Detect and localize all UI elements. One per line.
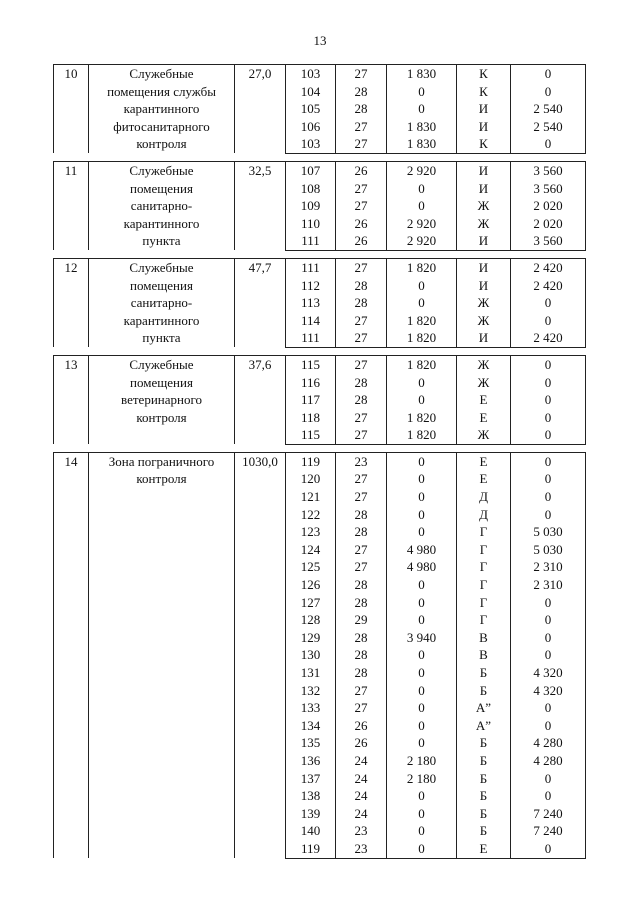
value-c-cell: 7 240: [511, 822, 586, 840]
area-cell: 27,0: [235, 65, 286, 154]
room-name-line: контроля: [136, 136, 187, 152]
room-number-cell: 138: [286, 787, 336, 805]
value-c-cell: 0: [511, 374, 586, 392]
category-cell: Е: [457, 840, 511, 858]
value-a-cell: 28: [336, 374, 387, 392]
room-number-cell: 111: [286, 258, 336, 276]
value-c-cell: 0: [511, 840, 586, 858]
room-name-line: ветеринарного: [121, 392, 202, 408]
category-cell: Д: [457, 488, 511, 506]
value-b-cell: 0: [387, 787, 457, 805]
category-cell: К: [457, 65, 511, 83]
room-number-cell: 124: [286, 541, 336, 559]
value-c-cell: 5 030: [511, 523, 586, 541]
category-cell: И: [457, 118, 511, 136]
table-row: [54, 355, 586, 373]
table-row: [54, 161, 586, 179]
value-c-cell: 0: [511, 135, 586, 153]
value-b-cell: 1 830: [387, 65, 457, 83]
category-cell: Б: [457, 805, 511, 823]
room-number-cell: 112: [286, 277, 336, 295]
room-number-cell: 128: [286, 611, 336, 629]
room-name-line: помещения: [130, 277, 193, 293]
value-c-cell: 0: [511, 488, 586, 506]
separator-cell: [54, 250, 586, 258]
value-a-cell: 23: [336, 840, 387, 858]
value-b-cell: 0: [387, 294, 457, 312]
value-a-cell: 24: [336, 805, 387, 823]
value-c-cell: 2 540: [511, 118, 586, 136]
room-number-cell: 133: [286, 699, 336, 717]
value-a-cell: 27: [336, 355, 387, 373]
value-a-cell: 26: [336, 161, 387, 179]
category-cell: В: [457, 646, 511, 664]
room-number-cell: 119: [286, 840, 336, 858]
room-number-cell: 136: [286, 752, 336, 770]
area-cell: 1030,0: [235, 452, 286, 858]
room-name-cell: [89, 258, 235, 347]
value-c-cell: 0: [511, 426, 586, 444]
room-number-cell: 122: [286, 506, 336, 524]
value-c-cell: 0: [511, 83, 586, 101]
category-cell: Е: [457, 409, 511, 427]
table-row: [54, 65, 586, 83]
value-c-cell: 3 560: [511, 232, 586, 250]
room-number-cell: 105: [286, 100, 336, 118]
room-number-cell: 111: [286, 329, 336, 347]
group-number-cell: 11: [54, 161, 89, 250]
group-separator: [54, 250, 586, 258]
value-a-cell: 27: [336, 699, 387, 717]
category-cell: Е: [457, 452, 511, 470]
value-c-cell: 4 280: [511, 734, 586, 752]
room-name-line: санитарно-: [130, 295, 193, 311]
room-number-cell: 129: [286, 629, 336, 647]
category-cell: И: [457, 100, 511, 118]
room-number-cell: 120: [286, 470, 336, 488]
room-name-line: Зона пограничного: [108, 453, 215, 469]
room-number-cell: 106: [286, 118, 336, 136]
room-number-cell: 139: [286, 805, 336, 823]
category-cell: В: [457, 629, 511, 647]
value-a-cell: 28: [336, 391, 387, 409]
room-name-line: фитосанитарного: [113, 118, 210, 134]
value-c-cell: 3 560: [511, 180, 586, 198]
value-a-cell: 24: [336, 770, 387, 788]
room-name-line: пункта: [142, 330, 181, 346]
room-number-cell: 127: [286, 594, 336, 612]
room-number-cell: 109: [286, 197, 336, 215]
value-a-cell: 24: [336, 752, 387, 770]
category-cell: Г: [457, 594, 511, 612]
page-number: 13: [313, 33, 327, 48]
value-c-cell: 0: [511, 312, 586, 330]
room-name-line: карантинного: [123, 215, 200, 231]
value-a-cell: 27: [336, 258, 387, 276]
room-name-line: помещения: [130, 374, 193, 390]
value-b-cell: 0: [387, 180, 457, 198]
value-a-cell: 27: [336, 558, 387, 576]
value-b-cell: 2 180: [387, 752, 457, 770]
value-a-cell: 28: [336, 646, 387, 664]
value-b-cell: 3 940: [387, 629, 457, 647]
category-cell: Г: [457, 523, 511, 541]
category-cell: Б: [457, 770, 511, 788]
room-number-cell: 130: [286, 646, 336, 664]
room-name-line: санитарно-: [130, 198, 193, 214]
value-a-cell: 26: [336, 232, 387, 250]
category-cell: И: [457, 277, 511, 295]
category-cell: И: [457, 329, 511, 347]
value-b-cell: 0: [387, 488, 457, 506]
group-separator: [54, 347, 586, 355]
room-name-line: помещения: [130, 180, 193, 196]
room-name-line: Служебные: [129, 356, 194, 372]
category-cell: Г: [457, 558, 511, 576]
category-cell: Ж: [457, 426, 511, 444]
category-cell: А”: [457, 699, 511, 717]
value-c-cell: 4 320: [511, 682, 586, 700]
category-cell: Б: [457, 664, 511, 682]
value-a-cell: 27: [336, 488, 387, 506]
category-cell: Ж: [457, 197, 511, 215]
room-number-cell: 107: [286, 161, 336, 179]
value-c-cell: 2 420: [511, 329, 586, 347]
category-cell: К: [457, 83, 511, 101]
category-cell: Ж: [457, 215, 511, 233]
value-b-cell: 0: [387, 100, 457, 118]
value-a-cell: 26: [336, 734, 387, 752]
value-c-cell: 0: [511, 699, 586, 717]
value-b-cell: 0: [387, 822, 457, 840]
category-cell: Б: [457, 734, 511, 752]
value-b-cell: 0: [387, 391, 457, 409]
value-c-cell: 2 020: [511, 197, 586, 215]
room-number-cell: 108: [286, 180, 336, 198]
group-number-cell: 13: [54, 355, 89, 444]
value-c-cell: 0: [511, 470, 586, 488]
room-name-line: карантинного: [123, 312, 200, 328]
room-number-cell: 110: [286, 215, 336, 233]
category-cell: И: [457, 258, 511, 276]
value-b-cell: 0: [387, 452, 457, 470]
room-number-cell: 117: [286, 391, 336, 409]
value-a-cell: 27: [336, 682, 387, 700]
value-a-cell: 29: [336, 611, 387, 629]
category-cell: Е: [457, 391, 511, 409]
value-b-cell: 0: [387, 805, 457, 823]
category-cell: Д: [457, 506, 511, 524]
category-cell: И: [457, 232, 511, 250]
category-cell: И: [457, 161, 511, 179]
value-b-cell: 4 980: [387, 541, 457, 559]
category-cell: Б: [457, 682, 511, 700]
value-a-cell: 28: [336, 100, 387, 118]
value-b-cell: 0: [387, 840, 457, 858]
value-b-cell: 4 980: [387, 558, 457, 576]
category-cell: Ж: [457, 374, 511, 392]
separator-cell: [54, 444, 586, 452]
room-number-cell: 121: [286, 488, 336, 506]
value-b-cell: 2 920: [387, 215, 457, 233]
value-c-cell: 0: [511, 391, 586, 409]
category-cell: Е: [457, 470, 511, 488]
room-name-line: Служебные: [129, 66, 194, 81]
value-a-cell: 27: [336, 135, 387, 153]
group-separator: [54, 444, 586, 452]
room-name-cell: [89, 161, 235, 250]
value-c-cell: 2 310: [511, 576, 586, 594]
value-c-cell: 0: [511, 770, 586, 788]
value-b-cell: 1 820: [387, 329, 457, 347]
room-number-cell: 135: [286, 734, 336, 752]
value-b-cell: 1 830: [387, 118, 457, 136]
value-b-cell: 2 180: [387, 770, 457, 788]
room-number-cell: 118: [286, 409, 336, 427]
value-c-cell: 0: [511, 409, 586, 427]
category-cell: Б: [457, 822, 511, 840]
value-b-cell: 0: [387, 277, 457, 295]
category-cell: Г: [457, 541, 511, 559]
value-b-cell: 0: [387, 682, 457, 700]
category-cell: И: [457, 180, 511, 198]
value-b-cell: 0: [387, 83, 457, 101]
value-a-cell: 26: [336, 215, 387, 233]
room-number-cell: 126: [286, 576, 336, 594]
value-a-cell: 28: [336, 523, 387, 541]
value-c-cell: 5 030: [511, 541, 586, 559]
room-number-cell: 114: [286, 312, 336, 330]
value-a-cell: 27: [336, 329, 387, 347]
value-a-cell: 27: [336, 541, 387, 559]
value-b-cell: 0: [387, 611, 457, 629]
value-b-cell: 0: [387, 197, 457, 215]
value-c-cell: 2 310: [511, 558, 586, 576]
value-b-cell: 1 830: [387, 135, 457, 153]
category-cell: Б: [457, 752, 511, 770]
value-c-cell: 0: [511, 646, 586, 664]
value-a-cell: 23: [336, 822, 387, 840]
value-b-cell: 0: [387, 664, 457, 682]
value-b-cell: 0: [387, 576, 457, 594]
value-a-cell: 28: [336, 277, 387, 295]
value-a-cell: 27: [336, 197, 387, 215]
value-a-cell: 27: [336, 312, 387, 330]
room-name-cell: [89, 452, 235, 858]
value-c-cell: 0: [511, 355, 586, 373]
value-b-cell: 0: [387, 646, 457, 664]
separator-cell: [54, 153, 586, 161]
room-number-cell: 119: [286, 452, 336, 470]
room-number-cell: 115: [286, 426, 336, 444]
value-b-cell: 0: [387, 470, 457, 488]
value-c-cell: 4 320: [511, 664, 586, 682]
value-c-cell: 2 020: [511, 215, 586, 233]
value-b-cell: 1 820: [387, 409, 457, 427]
group-number-cell: 10: [54, 65, 89, 154]
value-c-cell: 0: [511, 65, 586, 83]
value-b-cell: 2 920: [387, 161, 457, 179]
room-number-cell: 131: [286, 664, 336, 682]
category-cell: Г: [457, 576, 511, 594]
value-a-cell: 28: [336, 294, 387, 312]
room-name-line: Служебные: [129, 162, 194, 178]
room-name-line: помещения службы: [107, 83, 216, 99]
value-a-cell: 28: [336, 83, 387, 101]
value-a-cell: 28: [336, 664, 387, 682]
data-table: [53, 64, 586, 859]
value-a-cell: 27: [336, 470, 387, 488]
room-number-cell: 132: [286, 682, 336, 700]
group-number-cell: 12: [54, 258, 89, 347]
room-name-line: пункта: [142, 233, 181, 249]
category-cell: К: [457, 135, 511, 153]
value-b-cell: 0: [387, 717, 457, 735]
value-b-cell: 0: [387, 374, 457, 392]
table-row: [54, 258, 586, 276]
value-b-cell: 1 820: [387, 355, 457, 373]
room-number-cell: 137: [286, 770, 336, 788]
category-cell: А”: [457, 717, 511, 735]
value-c-cell: 2 420: [511, 258, 586, 276]
room-number-cell: 104: [286, 83, 336, 101]
value-a-cell: 27: [336, 426, 387, 444]
value-c-cell: 0: [511, 594, 586, 612]
area-cell: 47,7: [235, 258, 286, 347]
value-b-cell: 0: [387, 734, 457, 752]
value-b-cell: 0: [387, 506, 457, 524]
room-number-cell: 115: [286, 355, 336, 373]
value-c-cell: 2 540: [511, 100, 586, 118]
value-c-cell: 0: [511, 611, 586, 629]
area-cell: 32,5: [235, 161, 286, 250]
separator-cell: [54, 347, 586, 355]
category-cell: Г: [457, 611, 511, 629]
value-a-cell: 27: [336, 180, 387, 198]
room-number-cell: 103: [286, 65, 336, 83]
value-a-cell: 28: [336, 506, 387, 524]
group-separator: [54, 153, 586, 161]
value-c-cell: 2 420: [511, 277, 586, 295]
value-a-cell: 23: [336, 452, 387, 470]
category-cell: Ж: [457, 294, 511, 312]
room-name-line: контроля: [136, 409, 187, 425]
value-c-cell: 3 560: [511, 161, 586, 179]
room-number-cell: 125: [286, 558, 336, 576]
room-number-cell: 116: [286, 374, 336, 392]
value-a-cell: 27: [336, 409, 387, 427]
value-a-cell: 26: [336, 717, 387, 735]
value-a-cell: 28: [336, 594, 387, 612]
category-cell: Б: [457, 787, 511, 805]
value-c-cell: 0: [511, 717, 586, 735]
value-a-cell: 27: [336, 118, 387, 136]
value-b-cell: 2 920: [387, 232, 457, 250]
value-b-cell: 1 820: [387, 258, 457, 276]
value-c-cell: 0: [511, 452, 586, 470]
room-number-cell: 103: [286, 135, 336, 153]
value-b-cell: 1 820: [387, 426, 457, 444]
room-name-cell: [89, 65, 235, 154]
room-number-cell: 123: [286, 523, 336, 541]
value-c-cell: 0: [511, 787, 586, 805]
value-c-cell: 7 240: [511, 805, 586, 823]
area-cell: 37,6: [235, 355, 286, 444]
category-cell: Ж: [457, 312, 511, 330]
room-name-line: контроля: [136, 471, 187, 487]
room-name-cell: [89, 355, 235, 444]
value-c-cell: 4 280: [511, 752, 586, 770]
value-a-cell: 28: [336, 629, 387, 647]
value-b-cell: 0: [387, 594, 457, 612]
room-name-line: Служебные: [129, 259, 194, 275]
value-c-cell: 0: [511, 294, 586, 312]
value-b-cell: 0: [387, 523, 457, 541]
room-number-cell: 134: [286, 717, 336, 735]
value-a-cell: 27: [336, 65, 387, 83]
value-b-cell: 1 820: [387, 312, 457, 330]
value-a-cell: 24: [336, 787, 387, 805]
value-a-cell: 28: [336, 576, 387, 594]
value-c-cell: 0: [511, 506, 586, 524]
table-row: [54, 452, 586, 470]
category-cell: Ж: [457, 355, 511, 373]
room-name-line: карантинного: [123, 101, 200, 117]
room-number-cell: 140: [286, 822, 336, 840]
room-number-cell: 111: [286, 232, 336, 250]
value-b-cell: 0: [387, 699, 457, 717]
value-c-cell: 0: [511, 629, 586, 647]
group-number-cell: 14: [54, 452, 89, 858]
room-number-cell: 113: [286, 294, 336, 312]
